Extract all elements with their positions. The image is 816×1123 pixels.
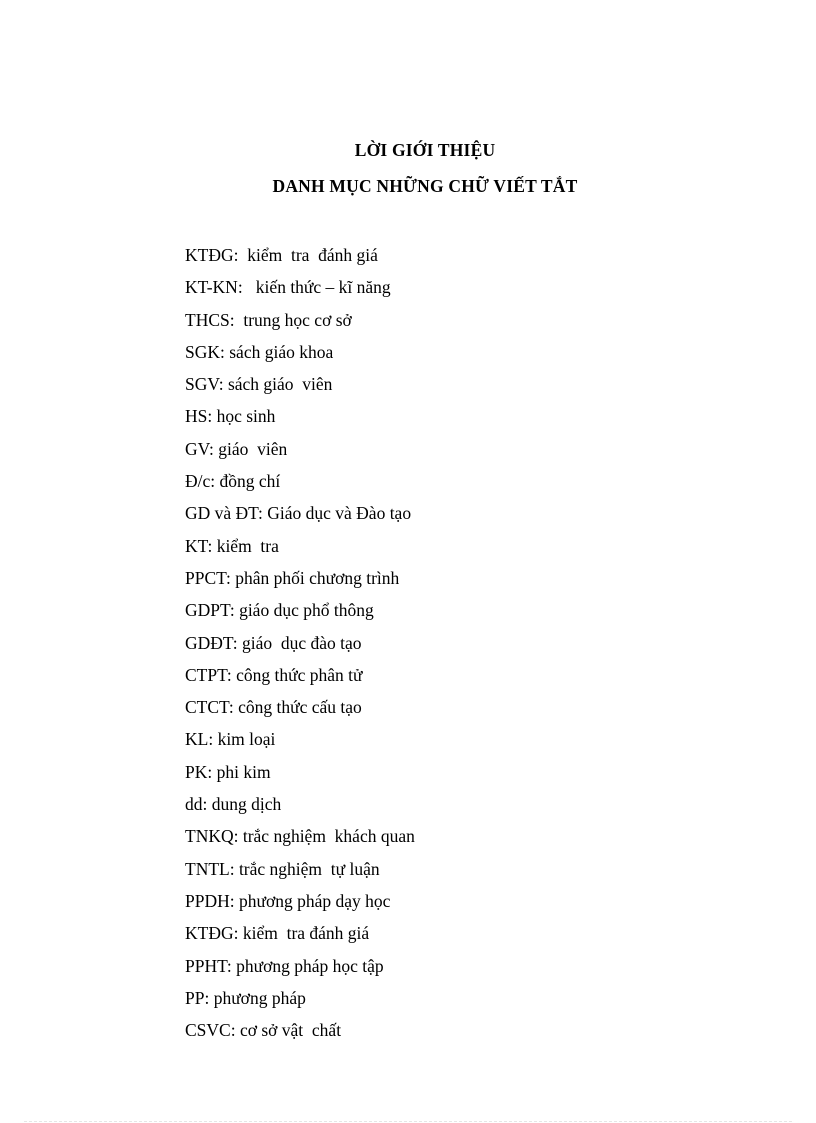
abbreviation-item: HS: học sinh	[185, 406, 276, 427]
abbreviation-item: Đ/c: đồng chí	[185, 471, 281, 492]
abbreviation-item: PPCT: phân phối chương trình	[185, 567, 400, 588]
abbreviation-item: GDĐT: giáo dục đào tạo	[185, 632, 362, 653]
document-subtitle: DANH MỤC NHỮNG CHỮ VIẾT TẮT	[272, 176, 578, 196]
abbreviation-item: TNKQ: trắc nghiệm khách quan	[185, 826, 415, 847]
document-title: LỜI GIỚI THIỆU	[354, 140, 496, 160]
abbreviation-item: KTĐG: kiểm tra đánh giá	[185, 923, 370, 944]
abbreviation-item: THCS: trung học cơ sở	[185, 309, 352, 330]
abbreviation-item: KTĐG: kiểm tra đánh giá	[185, 245, 378, 265]
abbreviation-item: TNTL: trắc nghiệm tự luận	[185, 858, 380, 879]
abbreviation-item: PK: phi kim	[185, 761, 271, 782]
abbreviation-item: CSVC: cơ sở vật chất	[185, 1020, 342, 1041]
abbreviation-item: KT-KN: kiến thức – kĩ năng	[185, 277, 391, 298]
abbreviation-item: PP: phương pháp	[185, 987, 306, 1008]
abbreviation-item: CTCT: công thức cấu tạo	[185, 697, 362, 718]
abbreviation-list	[185, 244, 415, 1051]
abbreviation-item: SGV: sách giáo viên	[185, 374, 333, 395]
abbreviation-item: dd: dung dịch	[185, 794, 282, 815]
abbreviation-item: KT: kiểm tra	[185, 535, 279, 556]
abbreviation-item: GDPT: giáo dục phổ thông	[185, 600, 374, 621]
abbreviation-item: PPHT: phương pháp học tập	[185, 955, 384, 976]
abbreviation-item: KL: kim loại	[185, 729, 276, 750]
abbreviation-item: GV: giáo viên	[185, 438, 288, 459]
abbreviation-item: GD và ĐT: Giáo dục và Đào tạo	[185, 503, 412, 524]
page-bottom-divider	[24, 1121, 792, 1122]
abbreviation-item: PPDH: phương pháp dạy học	[185, 890, 391, 911]
abbreviation-item: CTPT: công thức phân tử	[185, 664, 363, 685]
abbreviation-item: SGK: sách giáo khoa	[185, 341, 334, 362]
